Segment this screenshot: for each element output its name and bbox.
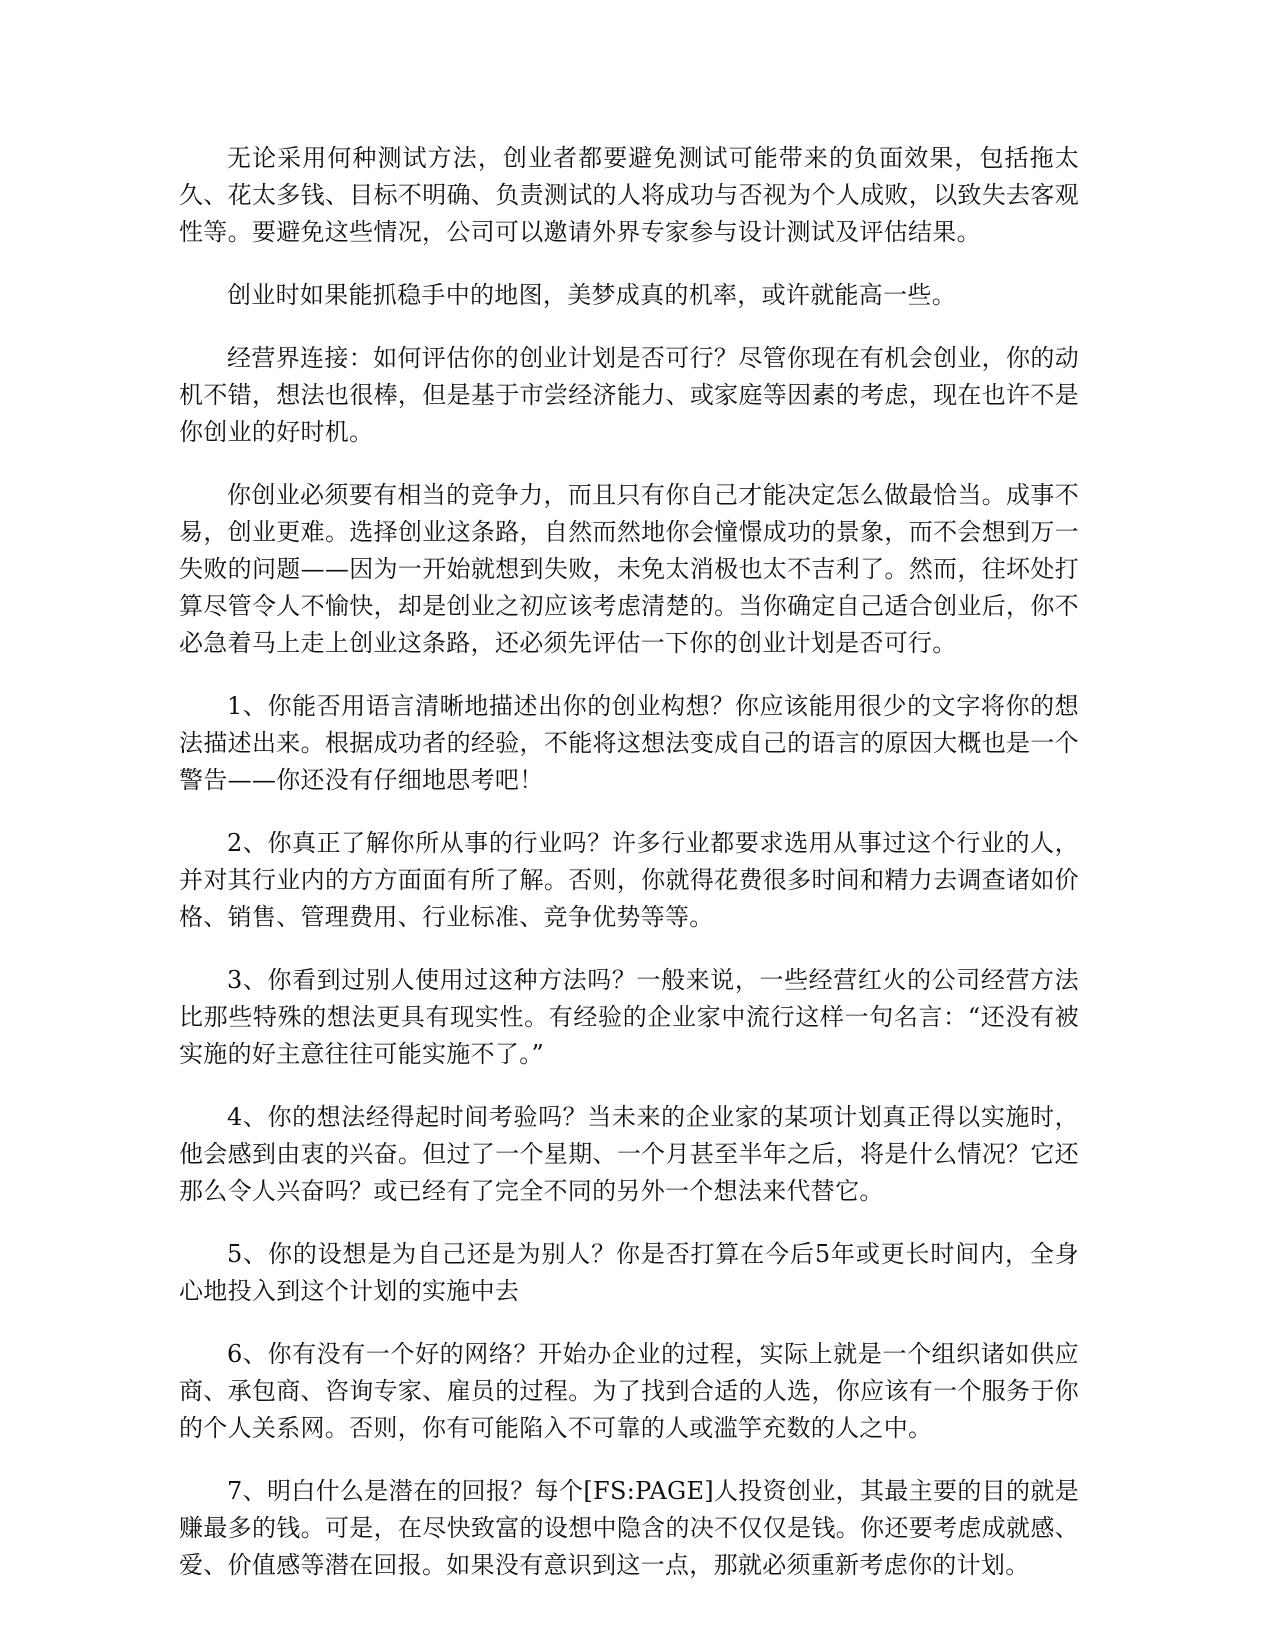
paragraph-point-2: 2、你真正了解你所从事的行业吗？许多行业都要求选用从事过这个行业的人，并对其行业内的方方面面有所了解。否则，你就得花费很多时间和精力去调查诸如价格、销售、管理费用、行业标准、竞争优势等等。 [179,829,1079,931]
paragraph-competitiveness: 你创业必须要有相当的竞争力，而且只有你自己才能决定怎么做最恰当。成事不易，创业更难。选择创业这条路，自然而然地你会憧憬成功的景象，而不会想到万一失败的问题——因为一开始就想到失败，未免太消极也太不吉利了。然而，往坏处打算尽管令人不愉快，却是创业之初应该考虑清楚的。当你确定自己适合创业后，你不必急着马上走上创业这条路，还必须先评估一下你的创业计划是否可行。 [179,481,1079,657]
paragraph-point-6: 6、你有没有一个好的网络？开始办企业的过程，实际上就是一个组织诸如供应商、承包商、咨询专家、雇员的过程。为了找到合适的人选，你应该有一个服务于你的个人关系网。否则，你有可能陷入不可靠的人或滥竽充数的人之中。 [179,1340,1079,1442]
paragraph-point-4: 4、你的想法经得起时间考验吗？当未来的企业家的某项计划真正得以实施时，他会感到由衷的兴奋。但过了一个星期、一个月甚至半年之后，将是什么情况？它还那么令人兴奋吗？或已经有了完全不同的另外一个想法来代替它。 [179,1103,1079,1205]
paragraph-point-3: 3、你看到过别人使用过这种方法吗？一般来说，一些经营红火的公司经营方法比那些特殊的想法更具有现实性。有经验的企业家中流行这样一句名言：“还没有被实施的好主意往往可能实施不了。” [179,966,1079,1068]
paragraph-point-5: 5、你的设想是为自己还是为别人？你是否打算在今后5年或更长时间内，全身心地投入到这个计划的实施中去 [179,1240,1079,1305]
paragraph-testing-methods: 无论采用何种测试方法，创业者都要避免测试可能带来的负面效果，包括拖太久、花太多钱、目标不明确、负责测试的人将成功与否视为个人成败，以致失去客观性等。要避免这些情况，公司可以邀请外界专家参与设计测试及评估结果。 [179,144,1079,246]
paragraph-evaluate-plan: 经营界连接：如何评估你的创业计划是否可行？尽管你现在有机会创业，你的动机不错，想法也很棒，但是基于市尝经济能力、或家庭等因素的考虑，现在也许不是你创业的好时机。 [179,344,1079,446]
paragraph-map-dream: 创业时如果能抓稳手中的地图，美梦成真的机率，或许就能高一些。 [227,281,956,309]
paragraph-point-7: 7、明白什么是潜在的回报？每个[FS:PAGE]人投资创业，其最主要的目的就是赚最多的钱。可是，在尽快致富的设想中隐含的决不仅仅是钱。你还要考虑成就感、爱、价值感等潜在回报。如果没有意识到这一点，那就必须重新考虑你的计划。 [179,1477,1079,1579]
document-body [179,140,1079,1610]
paragraph-point-1: 1、你能否用语言清晰地描述出你的创业构想？你应该能用很少的文字将你的想法描述出来。根据成功者的经验，不能将这想法变成自己的语言的原因大概也是一个警告——你还没有仔细地思考吧！ [179,692,1079,794]
